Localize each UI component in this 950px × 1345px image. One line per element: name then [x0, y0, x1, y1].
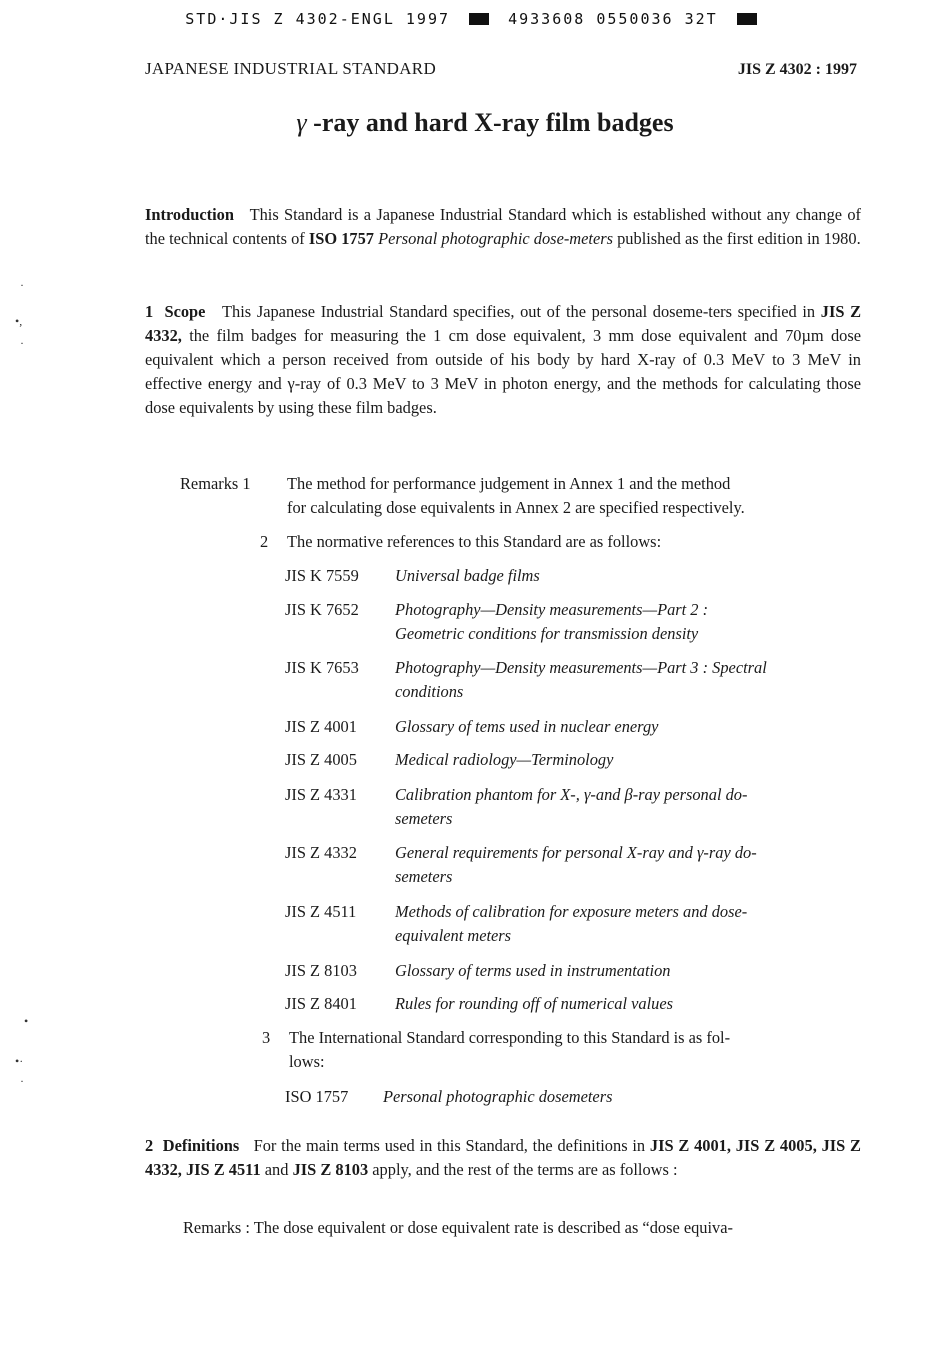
reference-title-cont: semeters [395, 867, 453, 886]
iso-reference-title: Personal photographic dosemeters [383, 1087, 613, 1106]
scan-speck: · [20, 1074, 24, 1088]
reference-title: Glossary of tems used in nuclear energy [395, 717, 659, 736]
scope-paragraph [145, 300, 861, 420]
definitions-ref-2: JIS Z 8103 [292, 1160, 369, 1179]
scan-speck: · [20, 336, 24, 350]
definitions-label: Definitions [162, 1136, 240, 1155]
remark-3-line-2: lows: [289, 1052, 325, 1071]
final-remark-label: Remarks : [183, 1218, 250, 1237]
remark-2-text: The normative references to this Standard are as follows: [287, 532, 662, 551]
reference-title: Universal badge films [395, 566, 540, 585]
remark-1-line-1: The method for performance judgement in Annex 1 and the method [287, 474, 731, 493]
definitions-text-2: apply, and the rest of the terms are as follows : [372, 1160, 678, 1179]
reference-title: Medical radiology—Terminology [395, 750, 614, 769]
introduction-paragraph [145, 203, 861, 251]
introduction-text-2: published as the first edition in 1980. [617, 229, 861, 248]
reference-code: JIS K 7652 [285, 600, 359, 619]
remark-2-number: 2 [260, 532, 269, 551]
final-remark-text: The dose equivalent or dose equivalent rate is described as “dose equiva- [253, 1218, 733, 1237]
definitions-and: and [264, 1160, 289, 1179]
definitions-ref-1: JIS Z 4001, JIS Z 4005, JIS Z 4332, JIS Z 4511 [145, 1136, 861, 1179]
reference-title: Photography—Density measurements—Part 3 : Spectral [395, 658, 767, 677]
remarks-label: Remarks 1 [180, 474, 251, 493]
top-code-number: 4933608 0550036 32T [508, 10, 718, 28]
title-text: -ray and hard X-ray film badges [313, 108, 674, 137]
reference-code: JIS Z 8103 [285, 961, 357, 980]
reference-title: General requirements for personal X-ray and γ-ray do- [395, 843, 757, 862]
reference-title-cont: equivalent meters [395, 926, 512, 945]
reference-title: Calibration phantom for X-, γ-and β-ray personal do- [395, 785, 748, 804]
iso-reference-code: ISO 1757 [285, 1087, 349, 1106]
scope-number: 1 [145, 302, 154, 321]
introduction-iso-title: Personal photographic dose-meters [378, 229, 613, 248]
definitions-text-1: For the main terms used in this Standard, the definitions in [253, 1136, 646, 1155]
reference-code: JIS Z 4005 [285, 750, 357, 769]
reference-code: JIS K 7653 [285, 658, 359, 677]
introduction-label: Introduction [145, 205, 234, 224]
scan-speck: · [20, 278, 24, 292]
remark-3-line-1: The International Standard corresponding to this Standard is as fol- [289, 1028, 731, 1047]
reference-code: JIS Z 8401 [285, 994, 357, 1013]
standard-number: JIS Z 4302 : 1997 [737, 61, 857, 78]
reference-code: JIS Z 4001 [285, 717, 357, 736]
definitions-paragraph [145, 1134, 861, 1182]
scan-speck: •· [15, 1054, 24, 1068]
introduction-text-1: This Standard is a Japanese Industrial Standard which is established without any change of the technical contents of [145, 205, 862, 248]
reference-title: Glossary of terms used in instrumentation [395, 961, 671, 980]
reference-title: Rules for rounding off of numerical values [395, 994, 674, 1013]
reference-code: JIS Z 4331 [285, 785, 357, 804]
page-title [0, 108, 950, 138]
redaction-block [737, 13, 757, 25]
redaction-block [469, 13, 489, 25]
reference-code: JIS K 7559 [285, 566, 359, 585]
scope-label: Scope [164, 302, 206, 321]
remark-3-number: 3 [262, 1028, 271, 1047]
reference-title: Methods of calibration for exposure meters and dose- [395, 902, 748, 921]
reference-title-cont: semeters [395, 809, 453, 828]
definitions-number: 2 [145, 1136, 154, 1155]
final-remark [183, 1216, 733, 1240]
title-gamma: γ [296, 108, 307, 137]
reference-title-cont: conditions [395, 682, 464, 701]
reference-code: JIS Z 4332 [285, 843, 357, 862]
document-code-line [0, 10, 950, 28]
scope-ref: JIS Z 4332, [145, 302, 861, 345]
scan-speck: •, [15, 314, 23, 328]
scope-text-2: the film badges for measuring the 1 cm dose equivalent, 3 mm dose equivalent and 70µm dose equivalent which a person received from outside of his body by hard X-ray of 0.3 MeV to 3 MeV in effective energy and γ-ray of 0.3 MeV to 3 MeV in photon energy, and the methods for calculating those dose equivalents by using these film badges. [145, 326, 861, 417]
top-code: STD·JIS Z 4302-ENGL 1997 [185, 10, 451, 28]
scope-text-1: This Japanese Industrial Standard specifies, out of the personal doseme-ters specified in [222, 302, 816, 321]
reference-title-cont: Geometric conditions for transmission density [395, 624, 699, 643]
reference-title: Photography—Density measurements—Part 2 : [395, 600, 709, 619]
reference-code: JIS Z 4511 [285, 902, 357, 921]
remark-1-line-2: for calculating dose equivalents in Annex 2 are specified respectively. [287, 498, 745, 517]
introduction-iso-ref: ISO 1757 [308, 229, 374, 248]
scan-speck: • [24, 1014, 29, 1028]
organization-name: JAPANESE INDUSTRIAL STANDARD [145, 59, 437, 78]
